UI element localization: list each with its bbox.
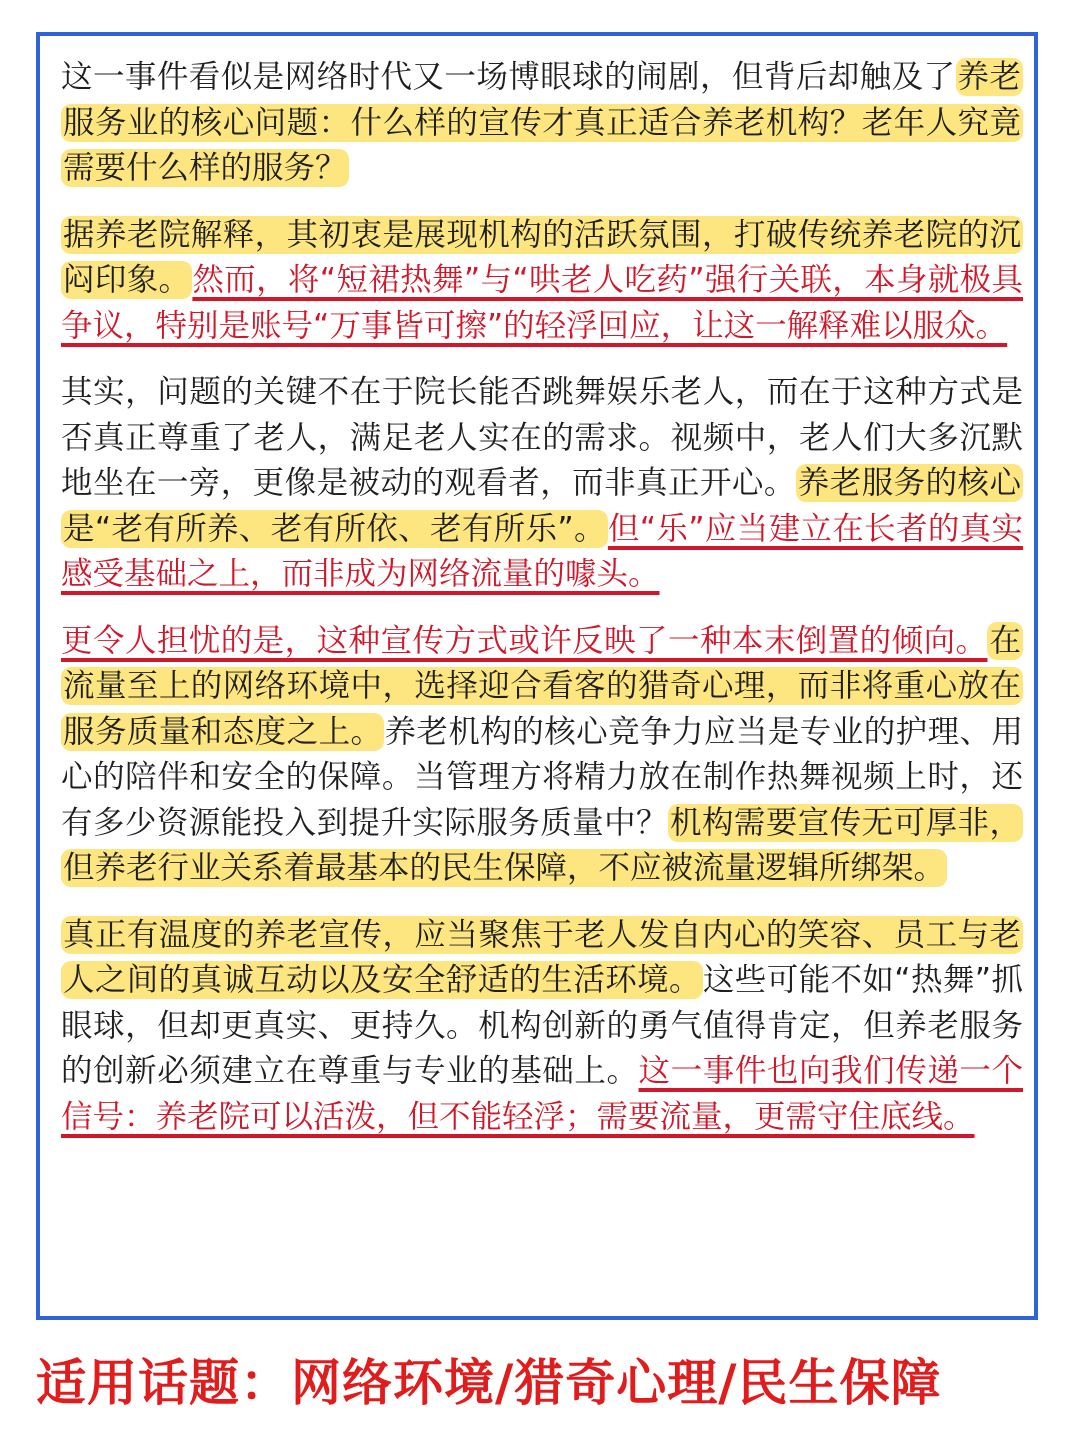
plain-text: 这些可能不如“热舞”抓眼球，但却更真实、更持久。机构创新的勇气值得肯定，但养老服务的创新必须建立在尊重与专业的基础上。	[61, 962, 1023, 1089]
plain-text: 这一事件看似是网络时代又一场博眼球的闹剧，但背后却触及了	[61, 59, 956, 95]
paragraph-2	[61, 213, 1023, 350]
applicable-topics-title: 适用话题：网络环境/猎奇心理/民生保障	[36, 1354, 942, 1412]
highlighted-text: 养老服务的核心是“老有所养、老有所依、老有所乐”。	[63, 465, 1021, 547]
plain-text: 养老机构的核心竞争力应当是专业的护理、用心的陪伴和安全的保障。当管理方将精力放在制作热舞视频上时，还有多少资源能投入到提升实际服务质量中？	[61, 713, 1023, 841]
article-body	[61, 55, 1023, 1161]
paragraph-1	[61, 55, 1023, 192]
highlighted-text: 真正有温度的养老宣传，应当聚焦于老人发自内心的笑容、员工与老人之间的真诚互动以及安全舒适的生活环境。	[63, 916, 1021, 998]
highlighted-text: 机构需要宣传无可厚非，但养老行业关系着最基本的民生保障，不应被流量逻辑所绑架。	[63, 804, 1021, 886]
emphasized-red-text: 然而，将“短裙热舞”与“哄老人吃药”强行关联，本身就极具争议，特别是账号“万事皆可擦”的轻浮回应，让这一解释难以服众。	[61, 262, 1023, 344]
paragraph-3	[61, 370, 1023, 598]
highlighted-text: 在流量至上的网络环境中，选择迎合看客的猎奇心理，而非将重心放在服务质量和态度之上。	[63, 622, 1021, 750]
plain-text: 其实，问题的关键不在于院长能否跳舞娱乐老人，而在于这种方式是否真正尊重了老人，满足老人实在的需求。视频中，老人们大多沉默地坐在一旁，更像是被动的观看者，而非真正开心。	[61, 374, 1023, 501]
emphasized-red-text: 这一事件也向我们传递一个信号：养老院可以活泼，但不能轻浮；需要流量，更需守住底线。	[61, 1053, 1023, 1135]
paragraph-4	[61, 619, 1023, 892]
paragraph-5	[61, 913, 1023, 1141]
highlighted-text: 据养老院解释，其初衷是展现机构的活跃氛围，打破传统养老院的沉闷印象。	[63, 216, 1021, 298]
emphasized-red-text: 但“乐”应当建立在长者的真实感受基础之上，而非成为网络流量的噱头。	[61, 510, 1024, 592]
emphasized-red-text: 更令人担忧的是，这种宣传方式或许反映了一种本末倒置的倾向。	[61, 622, 988, 659]
highlighted-text: 养老服务业的核心问题：什么样的宣传才真正适合养老机构？老年人究竟需要什么样的服务？	[63, 59, 1021, 186]
